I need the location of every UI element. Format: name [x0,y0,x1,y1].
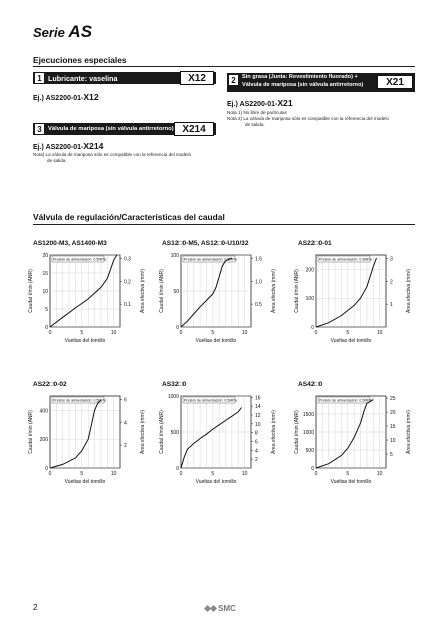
y-tick-label: 200 [39,437,48,444]
y2-tick-label: 20 [390,410,396,417]
y-tick-label: 100 [305,296,314,303]
y-axis-label: Caudal ℓ/min (ANR) [294,269,300,313]
x-tick-label: 0 [48,471,52,477]
y2-axis-label: Área efectiva (mm²) [140,410,146,454]
chart-1 [26,250,154,375]
regulation-title: Válvula de regulación/Características del caudal [33,212,225,222]
y-tick-label: 0 [45,466,48,472]
chart-svg [26,391,154,511]
chart-svg [292,391,420,511]
x-tick-label: 5 [80,471,84,477]
option-1-example: Ej.) AS2200-01-X12 [33,92,99,102]
x-tick-label: 0 [314,471,318,477]
chart-4 [26,391,154,516]
series-title [33,22,92,42]
option-3-bar [33,123,216,135]
y2-tick-label: 6 [255,439,258,446]
option-label: Sin grasa (Junta: Revestimiento fluorado) + Válvula de mariposa (sin válvula antirretorno) [242,74,364,88]
y2-tick-label: 6 [124,397,127,404]
y2-axis-label: Área efectiva (mm²) [406,269,412,313]
option-code: X12 [180,71,214,85]
chart-4-title: AS22□0-02 [33,381,67,388]
chart-6 [292,391,420,516]
y-tick-label: 0 [311,466,314,472]
pressure-label: Presión de alimentación: 0.5MPa [319,257,372,262]
y2-tick-label: 0.1 [124,302,131,309]
x-tick-label: 10 [110,330,117,336]
plot-area [50,396,120,468]
option-code: X214 [174,122,214,136]
pressure-label: Presión de alimentación: 0.5MPa [53,257,106,262]
x-tick-label: 5 [346,471,350,477]
x-axis-label: Vueltas del tornillo [195,479,237,485]
option-3-note: Nota) La válvula de mariposa sólo es compatible con la referencia del modelo de salida. [33,152,192,163]
x-tick-label: 10 [376,471,383,477]
smc-logo-text: SMC [218,604,236,614]
y2-tick-label: 1.0 [255,279,262,286]
option-number: 1 [35,73,44,83]
option-3-example: Ej.) AS2200-01-X214 [33,141,104,151]
divider [33,66,415,67]
x-tick-label: 0 [314,330,318,336]
y-tick-label: 100 [170,253,179,259]
y-tick-label: 200 [305,267,314,274]
pressure-label: Presión de alimentación: 0.5MPa [184,398,237,403]
chart-svg [26,250,154,370]
y-tick-label: 20 [42,253,48,259]
y-tick-label: 50 [173,289,179,295]
y2-tick-label: 14 [255,404,261,411]
chart-5-title: AS32□0 [162,381,187,388]
option-number: 3 [35,124,44,134]
chart-6-title: AS42□0 [298,381,323,388]
special-title: Ejecuciones especiales [33,55,127,65]
x-tick-label: 5 [211,330,215,336]
chart-2 [157,250,285,375]
x-axis-label: Vueltas del tornillo [195,338,237,344]
chart-1-title: AS1200-M3, AS1400-M3 [33,240,107,247]
y2-axis-label: Área efectiva (mm²) [271,269,277,313]
x-tick-label: 10 [376,330,383,336]
y2-tick-label: 4 [255,448,258,455]
y2-tick-label: 15 [390,424,396,431]
chart-5 [157,391,285,516]
y2-tick-label: 4 [124,420,127,427]
chart-3-title: AS22□0-01 [298,240,332,247]
y-axis-label: Caudal ℓ/min (ANR) [294,410,300,454]
x-tick-label: 5 [211,471,215,477]
y2-tick-label: 8 [255,430,258,437]
smc-logo [204,604,236,614]
y-tick-label: 15 [42,271,48,277]
x-tick-label: 10 [241,330,248,336]
y-tick-label: 0 [176,466,179,472]
y-tick-label: 500 [170,430,179,436]
option-code: X21 [377,75,413,89]
option-2-example: Ej.) AS2200-01-X21 [227,98,293,108]
y-tick-label: 5 [45,307,48,313]
pressure-label: Presión de alimentación: 0.5MPa [184,257,237,262]
y-tick-label: 0 [311,325,314,331]
y2-tick-label: 2 [390,279,393,286]
y-axis-label: Caudal ℓ/min (ANR) [159,410,165,454]
option-label: Válvula de mariposa (sin válvula antirretorno) [48,126,174,132]
y2-tick-label: 10 [255,421,261,428]
y-tick-label: 1000 [302,430,314,436]
y-tick-label: 500 [305,448,314,454]
y-axis-label: Caudal ℓ/min (ANR) [28,269,34,313]
y2-tick-label: 0.2 [124,279,131,286]
x-tick-label: 0 [179,330,183,336]
y2-tick-label: 1.5 [255,256,262,263]
smc-logo-icon [204,604,218,614]
y-tick-label: 400 [39,408,48,415]
option-2-notes: Nota 1) No libre de partículas Nota 2) La válvula de mariposa sólo es compatible con la referencia del modelo de salida. [227,110,389,127]
option-2-bar [227,73,415,92]
y-axis-label: Caudal ℓ/min (ANR) [28,410,34,454]
y2-tick-label: 12 [255,412,261,419]
y-axis-label: Caudal ℓ/min (ANR) [159,269,165,313]
x-tick-label: 0 [179,471,183,477]
y-tick-label: 1500 [302,412,314,418]
pressure-label: Presión de alimentación: 0.5MPa [319,398,372,403]
y-tick-label: 0 [176,325,179,331]
y2-tick-label: 2 [255,457,258,464]
y2-axis-label: Área efectiva (mm²) [406,410,412,454]
chart-2-title: AS12□0-M5, AS12□0-U10/32 [162,240,249,247]
x-tick-label: 5 [80,330,84,336]
y-tick-label: 10 [42,289,48,295]
option-number: 2 [229,75,238,85]
y-tick-label: 1000 [167,394,179,400]
y2-tick-label: 10 [390,438,396,445]
y2-axis-label: Área efectiva (mm²) [140,269,146,313]
chart-svg [157,250,285,370]
x-tick-label: 5 [346,330,350,336]
x-axis-label: Vueltas del tornillo [330,479,372,485]
chart-3 [292,250,420,375]
pressure-label: Presión de alimentación: 0.5MPa [53,398,106,403]
series-name: AS [68,22,93,41]
x-axis-label: Vueltas del tornillo [64,479,106,485]
y2-tick-label: 1 [390,302,393,309]
y2-tick-label: 25 [390,396,396,403]
x-axis-label: Vueltas del tornillo [330,338,372,344]
x-tick-label: 10 [241,471,248,477]
y2-tick-label: 16 [255,395,261,402]
option-label: Lubricante: vaselina [48,73,118,83]
chart-svg [292,250,420,370]
divider [33,224,415,225]
y2-tick-label: 0.5 [255,302,262,309]
page-number: 2 [33,603,38,612]
x-tick-label: 10 [110,471,117,477]
series-prefix: Serie [33,25,69,40]
plot-area [316,255,386,327]
x-axis-label: Vueltas del tornillo [64,338,106,344]
y2-tick-label: 2 [124,443,127,450]
option-1-bar [33,72,216,84]
y2-axis-label: Área efectiva (mm²) [271,410,277,454]
y-tick-label: 0 [45,325,48,331]
x-tick-label: 0 [48,330,52,336]
y2-tick-label: 3 [390,256,393,263]
chart-svg [157,391,285,511]
y2-tick-label: 5 [390,452,393,459]
y2-tick-label: 0.3 [124,256,131,263]
